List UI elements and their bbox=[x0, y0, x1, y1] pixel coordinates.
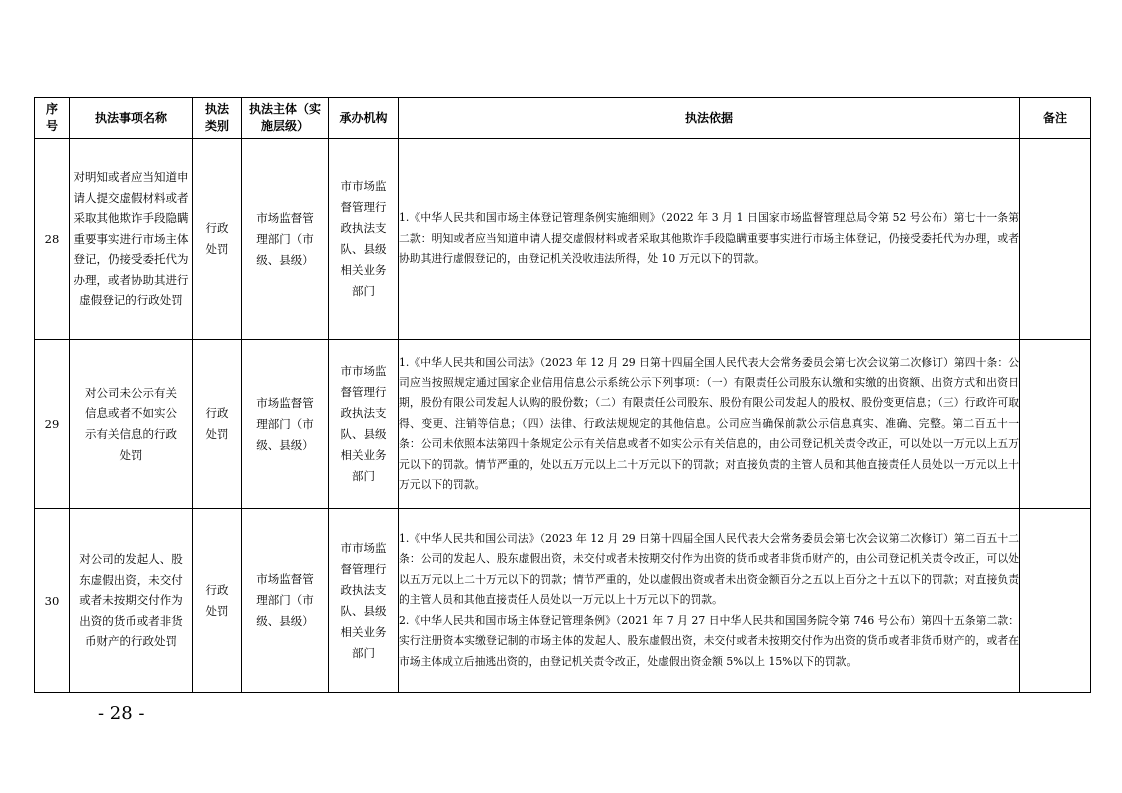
enforcement-table bbox=[34, 97, 1091, 693]
header-subject: 执法主体（实施层级） bbox=[242, 98, 329, 139]
table-row bbox=[35, 509, 1091, 693]
row-remarks bbox=[1020, 340, 1091, 509]
row-subject: 市场监督管理部门（市级、县级） bbox=[242, 340, 329, 509]
row-no: 28 bbox=[35, 139, 70, 340]
row-no: 30 bbox=[35, 509, 70, 693]
table-row bbox=[35, 340, 1091, 509]
row-basis bbox=[399, 139, 1020, 340]
basis-paragraph: 1.《中华人民共和国市场主体登记管理条例实施细则》（2022 年 3 月 1 日国家市场监督管理总局令第 52 号公布）第七十一条第二款：明知或者应当知道申请人提交虚假材料或者采取其他欺诈手段隐瞒重要事实进行市场主体登记，仍接受委托代为办理，或者协助其进行虚假登记的，由登记机关没收违法所得，处 10 万元以下的罚款。 bbox=[399, 211, 1019, 266]
basis-paragraph: 1.《中华人民共和国公司法》（2023 年 12 月 29 日第十四届全国人民代表大会常务委员会第七次会议第二次修订）第二百五十二条：公司的发起人、股东虚假出资，未交付或者未按期交付作为出资的货币或者非货币财产的，由公司登记机关责令改正，可以处以五万元以上二十万元以下的罚款；情节严重的，处以虚假出资或者未出资金额百分之五以上百分之十五以下的罚款；对直接负责的主管人员和其他直接责任人员处以一万元以上十万元以下的罚款。 bbox=[399, 532, 1019, 607]
row-no: 29 bbox=[35, 340, 70, 509]
row-category: 行政处罚 bbox=[193, 340, 242, 509]
header-basis: 执法依据 bbox=[399, 98, 1020, 139]
row-remarks bbox=[1020, 509, 1091, 693]
table-header-row bbox=[35, 98, 1091, 139]
row-subject: 市场监督管理部门（市级、县级） bbox=[242, 139, 329, 340]
row-remarks bbox=[1020, 139, 1091, 340]
row-agency: 市市场监督管理行政执法支队、县级相关业务部门 bbox=[329, 509, 399, 693]
row-item-name: 对明知或者应当知道申请人提交虚假材料或者采取其他欺诈手段隐瞒重要事实进行市场主体登记，仍接受委托代为办理，或者协助其进行虚假登记的行政处罚 bbox=[70, 139, 193, 340]
row-item-name: 对公司的发起人、股东虚假出资，未交付或者未按期交付作为出资的货币或者非货币财产的行政处罚 bbox=[70, 509, 193, 693]
row-agency: 市市场监督管理行政执法支队、县级相关业务部门 bbox=[329, 139, 399, 340]
row-category: 行政处罚 bbox=[193, 139, 242, 340]
row-item-name: 对公司未公示有关信息或者不如实公示有关信息的行政处罚 bbox=[70, 340, 193, 509]
basis-paragraph: 1.《中华人民共和国公司法》（2023 年 12 月 29 日第十四届全国人民代表大会常务委员会第七次会议第二次修订）第四十条：公司应当按照规定通过国家企业信用信息公示系统公示下列事项：（一）有限责任公司股东认缴和实缴的出资额、出资方式和出资日期，股份有限公司发起人认购的股份数；（二）有限责任公司股东、股份有限公司发起人的股权、股份变更信息；（三）行政许可取得、变更、注销等信息；（四）法律、行政法规规定的其他信息。公司应当确保前款公示信息真实、准确、完整。第二百五十一条：公司未依照本法第四十条规定公示有关信息或者不如实公示有关信息的，由公司登记机关责令改正，可以处以一万元以上五万元以下的罚款。情节严重的，处以五万元以上二十万元以下的罚款；对直接负责的主管人员和其他直接责任人员处以一万元以上十万元以下的罚款。 bbox=[399, 355, 1019, 492]
row-category: 行政处罚 bbox=[193, 509, 242, 693]
header-agency: 承办机构 bbox=[329, 98, 399, 139]
row-basis bbox=[399, 509, 1020, 693]
table-row bbox=[35, 139, 1091, 340]
row-subject: 市场监督管理部门（市级、县级） bbox=[242, 509, 329, 693]
basis-paragraph: 2.《中华人民共和国市场主体登记管理条例》（2021 年 7 月 27 日中华人民共和国国务院令第 746 号公布）第四十五条第二款：实行注册资本实缴登记制的市场主体的发起人、股东虚假出资，未交付或者未按期交付作为出资的货币或者非货币财产的，或者在市场主体成立后抽逃出资的，由登记机关责令改正，处虚假出资金额 5%以上 15%以下的罚款。 bbox=[399, 613, 1019, 668]
row-agency: 市市场监督管理行政执法支队、县级相关业务部门 bbox=[329, 340, 399, 509]
header-remarks: 备注 bbox=[1020, 98, 1091, 139]
header-category: 执法类别 bbox=[193, 98, 242, 139]
row-basis bbox=[399, 340, 1020, 509]
header-no: 序号 bbox=[35, 98, 70, 139]
page-number: - 28 - bbox=[98, 703, 145, 724]
header-name: 执法事项名称 bbox=[70, 98, 193, 139]
